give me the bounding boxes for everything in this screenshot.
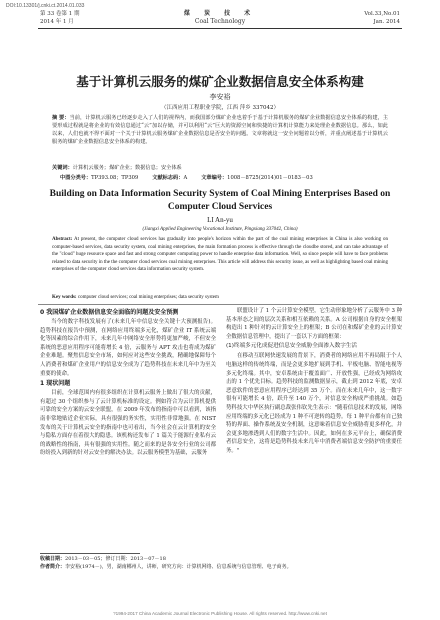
article-no-field (201, 174, 313, 181)
header-issue-cn (40, 10, 80, 26)
author-name-en: LI An-yu (207, 216, 233, 224)
keywords-cn-text: 计算机云服务；煤矿企业；数据信息；安全体系 (72, 165, 182, 171)
footnote-received (40, 556, 400, 564)
footnote (40, 556, 400, 571)
subsection-heading-1: (1)终端多元化成促进信息安全威胁全面渗入数字生活 (226, 343, 357, 350)
doi-label: DOI:10.13301/j.cnki.ct.2014.01.033 (6, 3, 85, 9)
received-value: 2013－03－05；修订日期：2013－07－18 (65, 556, 166, 562)
header-issue-en (364, 10, 400, 26)
doc-code-value: A (183, 175, 188, 181)
header-divider (38, 28, 402, 29)
journal-name-cn: 煤 炭 技 术 (183, 10, 257, 17)
copyright-notice: ?1994-2017 China Academic Journal Electronic Publishing House. All rights reserved. http://www.cnki.net (113, 611, 327, 616)
abstract-divider (38, 304, 402, 305)
abstract-en (52, 236, 388, 274)
clc-label: 中图分类号： (60, 175, 92, 181)
footnote-divider (40, 553, 140, 554)
abstract-cn (52, 114, 388, 146)
body-paragraph: 目前，全球范围内有很多组织在计算机云服务上做出了很大的贡献，有超过 30 个组织参与了云计算机标准的设定。例如符合为云计算机提供可靠的安全方案的云安全联盟，在 2009 年发布的指南中可以看到，该指南非常地贴近企业实际，具有很强的务实性，实用性非常地强。在 NIST 发布的关于计算机云安全的指南中也可看出，当今社会在云计算机的安全与隐私方面存在着很大的隐患。该机构还发布了 1 篇关于能源行业私有云的战略性的指南，具有很强的实用性。随之而来的是各安全行业的公司都纷纷投入到新的针对云安全的解决办法。以云服务模型为基础，云服务 (40, 390, 216, 457)
keywords-en-label: Key words: (52, 295, 77, 300)
author-name-cn: 李安裕 (209, 93, 231, 101)
header-volume-en: Vol.33,No.01 (364, 11, 400, 17)
article-title-cn: 基于计算机云服务的煤矿企业数据信息安全体系构建 (76, 74, 364, 89)
classification-row (60, 174, 388, 181)
article-no-value: 1008－8725(2014)01－0183－03 (227, 175, 313, 181)
article-title-en: Building on Data Information Security System of Coal Mining Enterprises Based on Computer Cloud Services (49, 189, 391, 212)
doc-code-field (152, 174, 187, 181)
article-no-label: 文章编号： (201, 175, 228, 181)
body-column-right (226, 307, 402, 456)
abstract-en-text: At present, the computer cloud services has gradually into people's horizon within the part of the coal mining enterprises in China is also working on computer-based services, data security system, coal mining enterprises, the main formation process is effective through the cloudbe stored, and can take advantage of the "cloud" huge resource space and fast and strong computer computing power to handle enterprise data information. Well, so since people will have to face problems related to data security in the the computer cloud services coal mining enterprises. This article will address this security issue, as well as highlighting based coal mining enterprises of the computer cloud services data information security system. (52, 237, 388, 273)
body-column-left (40, 307, 216, 458)
header-volume-cn: 第 33 卷第 1 期 (40, 11, 80, 17)
keywords-en (52, 294, 388, 302)
footnote-author (40, 564, 400, 572)
body-paragraph: 联盟设计了 1 个云计算安全模型，它生动形象地分析了云服务中 3 种基本形态之间的层次关系和相互依赖的关系。A 公司根据自身的安全框架构造出 1 种针对的云计算安全上的框架；B 公司在和煤矿企业的云计算安全数据信息管理中，提出了一套以下方面的框架： (226, 308, 402, 340)
abstract-cn-text: 当前，计算机云服务已经逐步走入了人们的视界内，而我国部分煤矿企业也着手于基于计算机服务的煤矿企业数据信息安全体系的构建，主要形成过程就是将企业的有效信息通过“云”加以存储，并可以利用“云”巨大的资源空间和快捷的计算机计算能力来处理企业数据信息。那么，如此以来，人们也就不得不面对一个关于计算机云服务煤矿企业数据信息是否安全的问题。文章将就这一安全问题着以分析，并重点阐述基于计算机云服务的煤矿企业数据信息安全体系的构建。 (52, 115, 388, 145)
clc-value: TP393.08；TP309 (91, 175, 139, 181)
affiliation-en: (Jiangxi Applied Engineering Vocational Institute, Pingxiang 337042, China) (142, 227, 298, 232)
keywords-cn (52, 164, 388, 172)
body-paragraph: 在移动互联网快速发展的背景下，消费者的网络应用不再局限于个人电脑这样的传统终端，而是会更多地扩展到手机、平板电脑、智能电视等多元化终端。其中，安卓系统由于覆盖面广、开放性强，已经成为网络攻击的 1 个优先目标。趋势科技的监测数据显示，截止到 2012 年底，安卓恶意软件的恶意应用程序已经达到 35 万个。而在未来几年中，这一数字很有可能增长 4 倍，跃升至 140 万个，对信息安全构成严重挑战。如趋势科技大中华区执行副总裁张伟钦先生表示："随着信息技术的发展，网络应用终端的多元化已经成为 1 种不可逆转的趋势。每 1 种平台都有自己独特的界面、操作系统及安全机制，这意味着信息安全威胁将更多样化，并会更多地渗透到人们的数字生活中。因此，如何在多元平台上，确保消费者信息安全，这将是趋势科技未来几年中消费者端信息安全防护的重要任务。" (226, 353, 402, 454)
author-bio-label: 作者简介： (40, 563, 66, 570)
doc-code-label: 文献标志码： (152, 175, 184, 181)
keywords-en-text: computer cloud services; coal mining enterprises; data security system (77, 295, 219, 300)
abstract-cn-label: 摘 要： (52, 115, 70, 121)
author-bio-value: 李安裕(1974－)，男，湖南郴州人，讲师，研究方向：计算机网络、信息系统与信息管理、电子商务。 (65, 563, 292, 570)
journal-name-en: Coal Technology (194, 18, 246, 25)
journal-name (150, 10, 290, 26)
affiliation-cn: （江西应用工程职业学院，江西 萍乡 337042） (161, 105, 279, 111)
header-date-cn: 2014 年 1 月 (40, 19, 74, 25)
received-label: 收稿日期： (40, 556, 66, 562)
section-heading-1: 1 现状问题 (40, 380, 71, 388)
section-heading-0: 0 我国煤矿企业数据信息安全面临的问题及安全预测 (40, 309, 179, 316)
abstract-en-label: Abstract: (52, 237, 73, 242)
body-paragraph: 当今的数字科技发展有了(未来几年中信息安全关键十大预测报告)。趋势科技在报告中预测，在网络应用终端多元化，煤矿企业 IT 系统云端化等因素的综合作用下，未来几年中网络安全形势将更加严峻，不但安全系统的恶意应用程序可能将增长 4 倍，云服务与 APT 攻击也将成为煤矿企业难题。聚焦信息安全市场，如何应对这些安全挑战，精确地保障每个人消费者和煤矿企业用户的信息安全成为了趋势科技在未来几年中为至关重要的使命。 (40, 319, 216, 377)
clc-field (60, 174, 138, 181)
keywords-cn-label: 关键词： (52, 165, 73, 171)
header-date-en: Jan. 2014 (373, 19, 400, 25)
